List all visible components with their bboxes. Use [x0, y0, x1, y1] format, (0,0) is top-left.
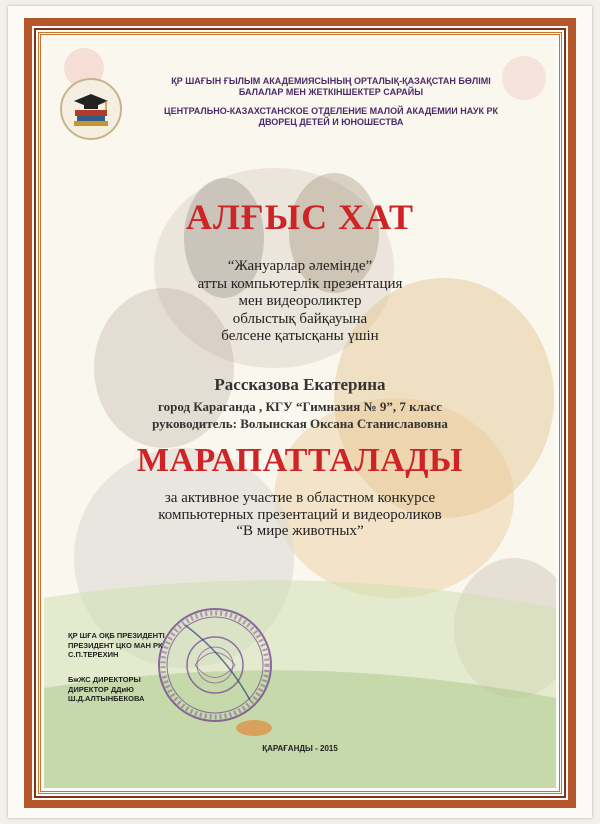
signature-title-ru: ПРЕЗИДЕНТ ЦКО МАН РК	[68, 640, 163, 650]
intro-line: облыстық байқауына	[232, 310, 368, 327]
signature-person: С.П.ТЕРЕХИН	[68, 650, 119, 659]
org-kz-line-2: БАЛАЛАР МЕН ЖЕТКІНШЕКТЕР САРАЙЫ	[238, 87, 424, 97]
org-ru-line-2: ДВОРЕЦ ДЕТЕЙ И ЮНОШЕСТВА	[258, 117, 404, 127]
intro-line: белсене қатысқаны үшін	[221, 328, 379, 344]
signature-block-president	[68, 631, 218, 660]
recipient-name: Рассказова Екатерина	[214, 375, 386, 394]
organization-name-ru	[126, 106, 536, 128]
organization-name-kz	[126, 76, 536, 98]
award-reason	[0, 490, 600, 540]
signature-person: Ш.Д.АЛТЫНБЕКОВА	[68, 694, 145, 703]
intro-line: мен видеороликтер	[238, 293, 362, 309]
award-heading: МАРАПАТТАЛАДЫ	[136, 442, 464, 479]
recipient-school: город Караганда , КГУ “Гимназия № 9”, 7 класс	[158, 399, 442, 414]
official-round-stamp-icon	[155, 605, 275, 725]
intro-line: “Жануарлар әлемінде”	[227, 258, 373, 274]
org-ru-line-1: ЦЕНТРАЛЬНО-КАЗАХСТАНСКОЕ ОТДЕЛЕНИЕ МАЛОЙ АКАДЕМИИ НАУК РК	[164, 106, 498, 116]
org-kz-line-1: ҚР ШАҒЫН ҒЫЛЫМ АКАДЕМИЯСЫНЫҢ ОРТАЛЫҚ-ҚАЗАҚСТАН БӨЛІМІ	[171, 76, 491, 86]
intro-text	[0, 258, 600, 346]
reason-line: “В мире животных”	[236, 523, 364, 539]
signature-title-kz: БжЖС ДИРЕКТОРЫ	[68, 675, 141, 684]
recipient-details	[0, 398, 600, 432]
signature-block-director	[68, 675, 218, 704]
signature-title-kz: ҚР ШҒА ОҚБ ПРЕЗИДЕНТІ	[68, 631, 165, 640]
certificate-title: АЛҒЫС ХАТ	[186, 197, 414, 237]
reason-line: за активное участие в областном конкурсе	[164, 490, 436, 506]
recipient-supervisor: руководитель: Волынская Оксана Станиславовна	[152, 416, 448, 431]
intro-line: атты компьютерлік презентация	[197, 275, 403, 292]
academy-books-logo-icon	[60, 78, 122, 140]
signature-title-ru: ДИРЕКТОР ДДиЮ	[68, 684, 134, 694]
reason-line: компьютерных презентаций и видеороликов	[158, 506, 442, 523]
place-and-year: ҚАРАҒАНДЫ - 2015	[262, 744, 338, 753]
